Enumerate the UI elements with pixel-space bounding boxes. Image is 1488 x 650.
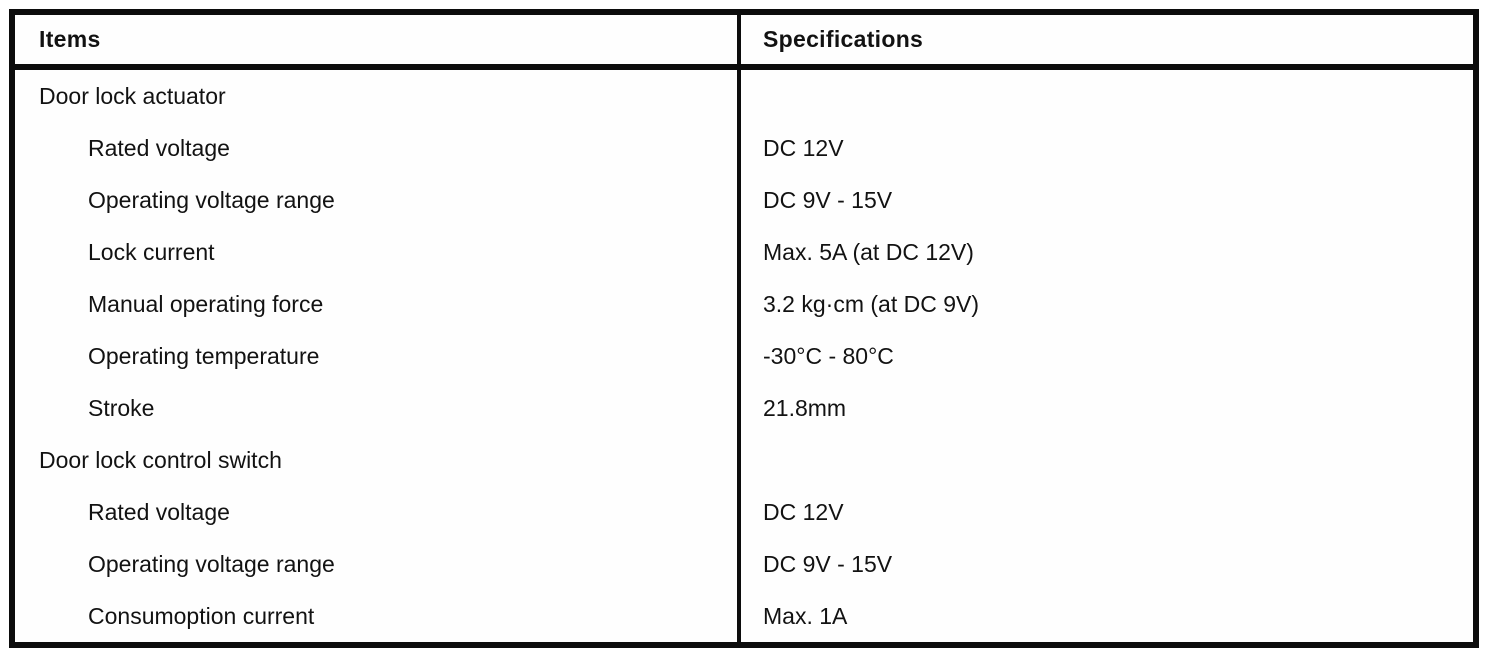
section-item-cell: Door lock actuator bbox=[39, 82, 226, 109]
item-cell: Stroke bbox=[88, 394, 155, 421]
spec-cell bbox=[739, 434, 1476, 486]
table-row bbox=[12, 590, 1476, 645]
spec-cell: Max. 1A bbox=[739, 590, 1476, 645]
table-row bbox=[12, 538, 1476, 590]
table-header bbox=[12, 12, 1476, 67]
item-cell: Consumoption current bbox=[88, 602, 315, 629]
spec-cell: DC 12V bbox=[739, 486, 1476, 538]
item-cell: Rated voltage bbox=[88, 134, 230, 161]
table-row bbox=[12, 226, 1476, 278]
spec-cell: DC 9V - 15V bbox=[739, 174, 1476, 226]
item-cell: Manual operating force bbox=[88, 290, 324, 317]
spec-cell: -30°C - 80°C bbox=[739, 330, 1476, 382]
items-column-header: Items bbox=[12, 12, 739, 67]
table-body bbox=[12, 67, 1476, 645]
item-cell: Operating temperature bbox=[88, 342, 320, 369]
table-row bbox=[12, 122, 1476, 174]
table-row bbox=[12, 278, 1476, 330]
spec-cell: 21.8mm bbox=[739, 382, 1476, 434]
table-row bbox=[12, 382, 1476, 434]
spec-cell: 3.2 kg·cm (at DC 9V) bbox=[739, 278, 1476, 330]
table-row bbox=[12, 174, 1476, 226]
item-cell: Operating voltage range bbox=[88, 550, 335, 577]
item-cell: Lock current bbox=[88, 238, 215, 265]
spec-cell: DC 9V - 15V bbox=[739, 538, 1476, 590]
table-row bbox=[12, 67, 1476, 122]
spec-cell: Max. 5A (at DC 12V) bbox=[739, 226, 1476, 278]
spec-cell: DC 12V bbox=[739, 122, 1476, 174]
table-row bbox=[12, 434, 1476, 486]
item-cell: Operating voltage range bbox=[88, 186, 335, 213]
table-row bbox=[12, 486, 1476, 538]
item-cell: Rated voltage bbox=[88, 498, 230, 525]
specifications-column-header: Specifications bbox=[739, 12, 1476, 67]
spec-cell bbox=[739, 67, 1476, 122]
specifications-table bbox=[9, 9, 1479, 648]
section-item-cell: Door lock control switch bbox=[39, 446, 282, 473]
header-row bbox=[12, 12, 1476, 67]
table-row bbox=[12, 330, 1476, 382]
